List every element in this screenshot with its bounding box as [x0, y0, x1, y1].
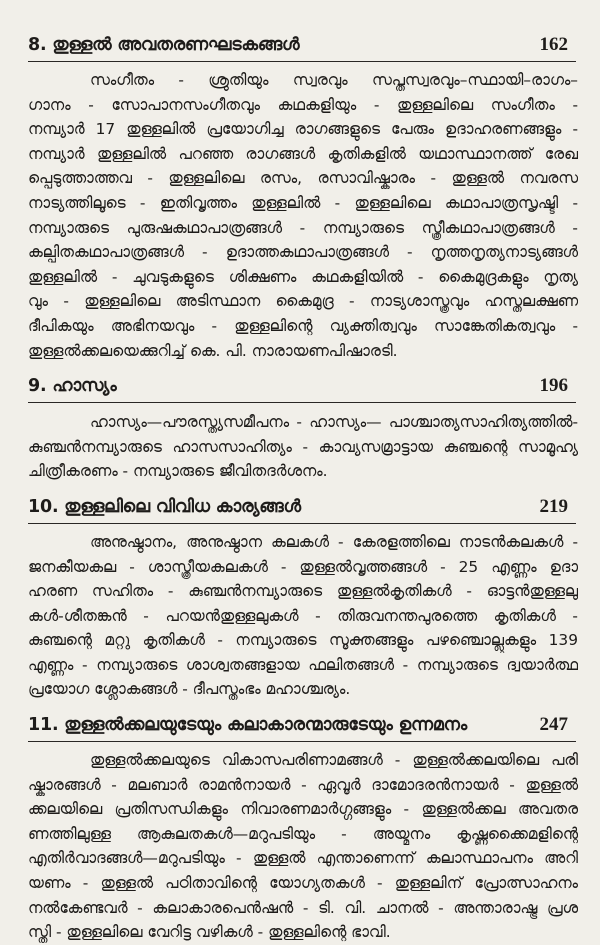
- chapter-summary: [28, 530, 578, 702]
- chapter-heading: [28, 496, 578, 523]
- summary-line: ജനകീയകല - ശാസ്ത്രീയകലകൾ - തുള്ളൽവൃത്തങ്ങൾ - 25 എണ്ണം ഉദാ: [28, 557, 578, 576]
- chapter-title: 10. തുള്ളലിലെ വിവിധ കാര്യങ്ങൾ: [28, 496, 301, 517]
- summary-line: കല്പിതകഥാപാത്രങ്ങൾ - ഉദാത്തകഥാപാത്രങ്ങൾ - നൃത്തനൃത്യനാട്യങ്ങൾ: [28, 243, 578, 262]
- chapter-10: [28, 496, 578, 702]
- chapter-page-number: 162: [539, 34, 568, 55]
- chapter-title: 9. ഹാസ്യം: [28, 376, 117, 397]
- chapter-11: [28, 714, 578, 945]
- summary-line: നൽകേണ്ടവർ - കലാകാരപെൻഷൻ - ടി. വി. ചാനൽ - അന്താരാഷ്ട്ര പ്രശ: [28, 898, 578, 917]
- summary-line: ഗാനം - സോപാനസംഗീതവും കഥകളിയും - തുള്ളലിലെ സംഗീതം -: [28, 95, 578, 114]
- summary-line: സ്തി - തുള്ളലിലെ വേറിട്ട വഴികൾ - തുള്ളലിന്റെ ഭാവി.: [28, 923, 391, 942]
- chapter-page-number: 219: [539, 495, 568, 517]
- summary-line: തുള്ളൽക്കലയുടെ വികാസപരിണാമങ്ങൾ - തുള്ളൽക്കലയിലെ പരി: [90, 751, 578, 770]
- summary-line: പ്പെടുത്താത്തവ - തുള്ളലിലെ രസം, രസാവിഷ്കാരം - തുള്ളൽ നവരസ: [28, 169, 578, 188]
- summary-line: തുള്ളലിൽ - ചുവടുകളുടെ ശിക്ഷണം കഥകളിയിൽ - കൈമുദ്രകളും നൃത്യ: [28, 267, 578, 286]
- summary-line: തുള്ളൽക്കലയെക്കുറിച്ച് കെ. പി. നാരായണപിഷാരടി.: [28, 341, 398, 360]
- chapter-page-number: 247: [539, 714, 568, 736]
- chapter-rule: [28, 741, 576, 742]
- chapter-rule: [28, 402, 576, 403]
- summary-line: ദീപികയും അഭിനയവും - തുള്ളലിന്റെ വ്യക്തിത്വവും സാങ്കേതികത്വവും -: [28, 316, 578, 335]
- chapter-title: 8. തുള്ളൽ അവതരണഘടകങ്ങൾ: [28, 35, 300, 55]
- chapter-title: 11. തുള്ളൽക്കലയുടേയും കലാകാരന്മാരുടേയും ഉന്നമനം: [28, 715, 467, 736]
- chapter-heading: [28, 34, 578, 61]
- summary-line: കുഞ്ചൻനമ്പ്യാരുടെ ഹാസസാഹിത്യം - കാവ്യസമ്രാട്ടായ കുഞ്ചന്റെ സാമൂഹ്യ: [28, 437, 578, 456]
- chapter-summary: [28, 68, 578, 363]
- chapter-summary: [28, 410, 578, 484]
- summary-line: ഹാസ്യം—പൗരസ്ത്യസമീപനം - ഹാസ്യം— പാശ്ചാത്യസാഹിത്യത്തിൽ-: [90, 413, 578, 432]
- chapter-8: [28, 34, 578, 363]
- chapter-9: [28, 375, 578, 484]
- summary-line: നമ്പ്യാർ 17 തുള്ളലിൽ പ്രയോഗിച്ച രാഗങ്ങളുടെ പേരും ഉദാഹരണങ്ങളും -: [28, 120, 578, 139]
- chapter-heading: [28, 375, 578, 402]
- summary-line: നമ്പ്യാർ തുള്ളലിൽ പറഞ്ഞ രാഗങ്ങൾ കൃതികളിൽ യഥാസ്ഥാനത്ത് രേഖ: [28, 144, 578, 163]
- summary-line: എതിർവാദങ്ങൾ—മറുപടിയും - തുള്ളൽ എന്താണെന്ന് കലാസ്ഥാപനം അറി: [28, 849, 578, 868]
- summary-line: ഷ്കാരങ്ങൾ - മലബാർ രാമൻനായർ - ഏവൂർ ദാമോദരൻനായർ - തുള്ളൽ: [28, 775, 578, 794]
- chapter-page-number: 196: [539, 375, 568, 397]
- summary-line: ണത്തിലുള്ള ആകുലതകൾ—മറുപടിയും - അയ്മനം കൃഷ്ണക്കൈമളിന്റെ: [28, 824, 578, 843]
- chapter-rule: [28, 61, 576, 62]
- summary-line: കുഞ്ചന്റെ മറ്റു കൃതികൾ - നമ്പ്യാരുടെ സൂക്തങ്ങളും പഴഞ്ചൊല്ലുകളും 139: [28, 631, 578, 650]
- summary-line: വും - തുള്ളലിലെ അടിസ്ഥാന കൈമുദ്ര - നാട്യശാസ്ത്രവും ഹസ്തലക്ഷണ: [28, 292, 578, 311]
- chapter-rule: [28, 523, 576, 524]
- summary-line: പ്രയോഗ ശ്ലോകങ്ങൾ - ദീപസ്തംഭം മഹാശ്ചര്യം.: [28, 680, 351, 699]
- summary-line: അനുഷ്ഠാനം, അനുഷ്ഠാന കലകൾ - കേരളത്തിലെ നാടൻകലകൾ -: [90, 532, 578, 551]
- chapter-heading: [28, 714, 578, 741]
- summary-line: നാട്യത്തിലൂടെ - ഇതിവൃത്തം തുള്ളലിൽ - തുള്ളലിലെ കഥാപാത്രസൃഷ്ടി -: [28, 193, 578, 212]
- summary-line: യണം - തുള്ളൽ പഠിതാവിന്റെ യോഗ്യതകൾ - തുള്ളലിന് പ്രോത്സാഹനം: [28, 874, 578, 893]
- summary-line: എണ്ണം - നമ്പ്യാരുടെ ശാശ്വതങ്ങളായ ഫലിതങ്ങൾ - നമ്പ്യാരുടെ ദ്വയാർത്ഥ: [28, 655, 578, 674]
- summary-line: നമ്പ്യാരുടെ പുരുഷകഥാപാത്രങ്ങൾ - നമ്പ്യാരുടെ സ്ത്രീകഥാപാത്രങ്ങൾ -: [28, 218, 578, 237]
- summary-line: ഹരണ സഹിതം - കുഞ്ചൻനമ്പ്യാരുടെ തുള്ളൽകൃതികൾ - ഓട്ടൻതുള്ളലു: [28, 582, 578, 601]
- summary-line: സംഗീതം - ശ്രുതിയും സ്വരവും സപ്തസ്വരവും–സ്ഥായി–രാഗം–: [90, 71, 578, 89]
- summary-line: ചിത്രീകരണം - നമ്പ്യാരുടെ ജീവിതദർശനം.: [28, 462, 328, 481]
- chapter-summary: [28, 748, 578, 945]
- summary-line: ക്കലയിലെ പ്രതിസന്ധികളും നിവാരണമാർഗ്ഗങ്ങളും - തുള്ളൽക്കല അവതര: [28, 800, 578, 819]
- summary-line: കൾ-ശീതങ്കൻ - പറയൻതുള്ളലുകൾ - തിരുവനന്തപുരത്തെ കൃതികൾ -: [28, 606, 578, 625]
